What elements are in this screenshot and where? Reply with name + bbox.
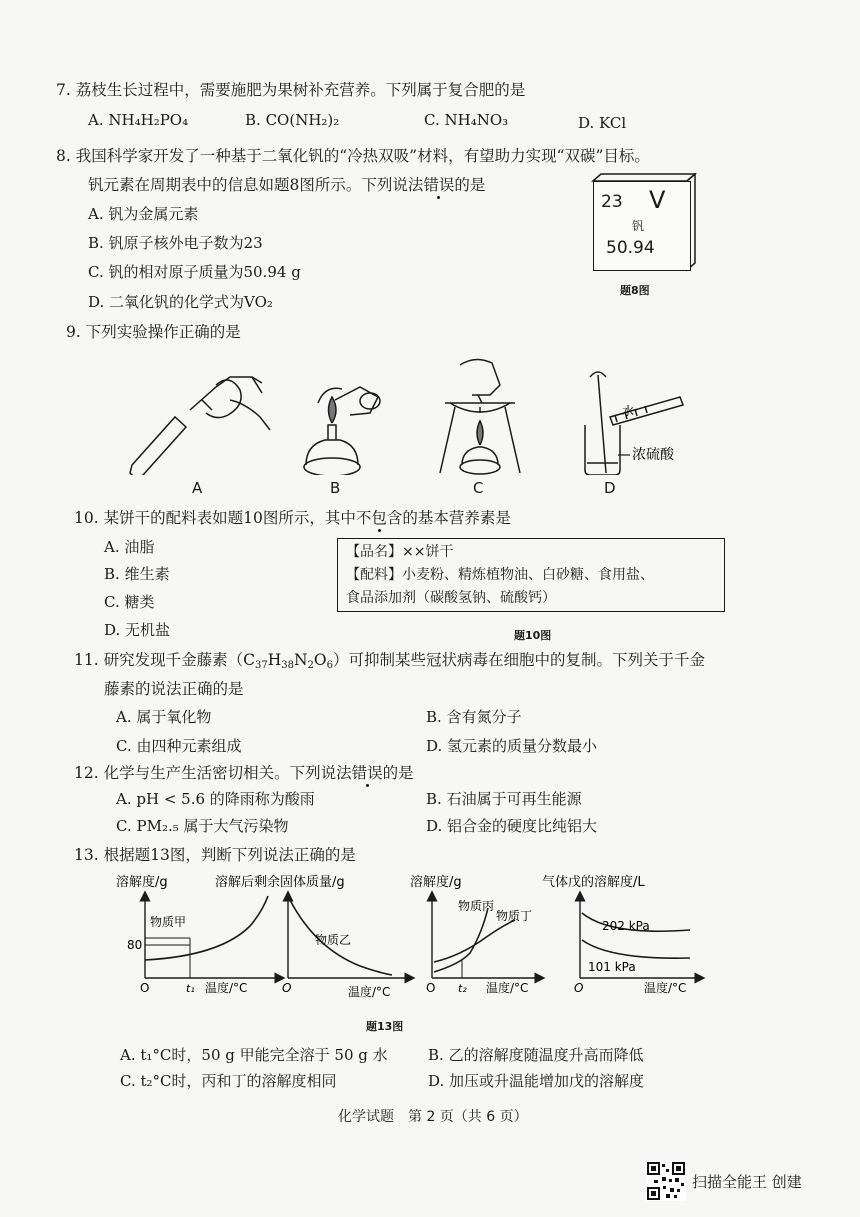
q11-option-c: C. 由四种元素组成	[116, 737, 242, 755]
atomic-number: 23	[601, 192, 623, 212]
q13-caption: 题13图	[366, 1020, 404, 1033]
emphasis-mark: 错误	[423, 176, 455, 194]
graph1-tick: 80	[127, 938, 143, 952]
graph1-xlabel: 温度/°C	[205, 981, 248, 995]
graph3-tmark: t₂	[458, 982, 467, 995]
q10-caption: 题10图	[514, 629, 552, 642]
graph3-origin: O	[426, 981, 436, 995]
element-card	[593, 181, 691, 271]
q13-option-a: A. t₁°C时，50 g 甲能完全溶于 50 g 水	[120, 1046, 388, 1064]
q8-option-a: A. 钒为金属元素	[88, 205, 199, 223]
acid-label: 浓硫酸	[632, 447, 674, 463]
label-ingredients-line2: 食品添加剂（碳酸氢钠、硫酸钙）	[346, 590, 556, 606]
q9-figure-b	[304, 387, 380, 475]
graph1-curve-label: 物质甲	[150, 915, 187, 929]
q8-stem: 8. 我国科学家开发了一种基于二氧化钒的“冷热双吸”材料，有望助力实现“双碳”目标。	[56, 147, 650, 165]
q11-stem: 11. 研究发现千金藤素$(C_{37}H_{38}N_2O_6)$可抑制某些冠状病毒在细胞中的复制。下列关于千金	[74, 651, 706, 671]
q9-stem: 9. 下列实验操作正确的是	[66, 323, 241, 341]
q13-option-c: C. t₂°C时，丙和丁的溶解度相同	[120, 1072, 337, 1090]
q11-stem-line2: 藤素的说法正确的是	[104, 680, 244, 698]
graph1-tmark: t₁	[186, 982, 195, 995]
label-product-name: 【品名】××饼干	[346, 544, 454, 560]
q9-figure-a	[130, 377, 270, 475]
q12-option-d: D. 铝合金的硬度比纯铝大	[426, 817, 598, 835]
q10-option-d: D. 无机盐	[104, 621, 171, 639]
watermark-text: 扫描全能王 创建	[692, 1173, 802, 1191]
q12-stem: 12. 化学与生产生活密切相关。下列说法错误的是	[74, 764, 414, 782]
q11-option-a: A. 属于氧化物	[116, 708, 212, 726]
q7-option-b: B. CO(NH₂)₂	[245, 111, 340, 129]
q13-option-b: B. 乙的溶解度随温度升高而降低	[428, 1046, 644, 1064]
graph3-xlabel: 温度/°C	[486, 981, 529, 995]
emphasis-mark: 不包含	[355, 509, 403, 527]
q7-option-c: C. NH₄NO₃	[424, 111, 509, 129]
graph4-origin: O	[574, 981, 584, 995]
graph2-xlabel: 温度/°C	[348, 985, 391, 999]
q9-figure-c	[440, 359, 520, 474]
q11-option-b: B. 含有氮分子	[426, 708, 522, 726]
graph4-low-label: 101 kPa	[588, 960, 636, 974]
graph4-xlabel: 温度/°C	[644, 981, 687, 995]
q8-stem-line2: 钒元素在周期表中的信息如题8图所示。下列说法错误的是	[88, 176, 486, 194]
q8-caption: 题8图	[620, 284, 650, 297]
ingredient-label-box	[337, 538, 725, 612]
q10-option-b: B. 维生素	[104, 565, 170, 583]
page-footer: 化学试题 第 2 页（共 6 页）	[338, 1109, 528, 1125]
q8-option-b: B. 钒原子核外电子数为23	[88, 234, 263, 252]
q9-label-c: C	[473, 479, 484, 497]
graph1-ylabel: 溶解度/g	[116, 875, 168, 890]
q10-option-c: C. 糖类	[104, 593, 155, 611]
water-label: 水	[622, 404, 635, 418]
q13-option-d: D. 加压或升温能增加戊的溶解度	[428, 1072, 645, 1090]
q11-option-d: D. 氢元素的质量分数最小	[426, 737, 598, 755]
q7-option-d: D. KCl	[578, 114, 627, 132]
graph1-origin: O	[140, 981, 150, 995]
emphasis-mark: 错误	[351, 764, 383, 782]
q10-option-a: A. 油脂	[104, 538, 155, 556]
q9-label-d: D	[604, 479, 616, 497]
graph4-high-label: 202 kPa	[602, 919, 650, 933]
q13-graphs	[110, 868, 730, 1008]
q7-option-a: A. NH₄H₂PO₄	[88, 111, 189, 129]
qr-code-icon	[646, 1161, 686, 1201]
q8-option-d: D. 二氧化钒的化学式为VO₂	[88, 293, 273, 311]
q12-option-c: C. PM₂.₅ 属于大气污染物	[116, 817, 289, 835]
q9-label-a: A	[192, 479, 203, 497]
graph3-curve1-label: 物质丙	[458, 899, 495, 913]
graph-1	[145, 896, 280, 978]
q8-option-c: C. 钒的相对原子质量为50.94 g	[88, 263, 301, 281]
q9-label-b: B	[330, 479, 341, 497]
graph3-ylabel: 溶解度/g	[410, 875, 462, 890]
graph4-ylabel: 气体戊的溶解度/L	[542, 875, 645, 890]
q7-stem: 7. 荔枝生长过程中，需要施肥为果树补充营养。下列属于复合肥的是	[56, 81, 526, 99]
label-ingredients-line1: 【配料】小麦粉、精炼植物油、白砂糖、食用盐、	[346, 567, 654, 583]
q9-illustrations	[120, 355, 700, 475]
graph2-ylabel: 溶解后剩余固体质量/g	[215, 875, 345, 890]
graph3-curve2-label: 物质丁	[496, 909, 533, 923]
atomic-mass: 50.94	[606, 238, 655, 258]
element-name: 钒	[632, 219, 645, 233]
graph2-curve-label: 物质乙	[315, 933, 352, 947]
q13-stem: 13. 根据题13图，判断下列说法正确的是	[74, 846, 356, 864]
q12-option-a: A. pH < 5.6 的降雨称为酸雨	[116, 790, 315, 808]
q12-option-b: B. 石油属于可再生能源	[426, 790, 582, 808]
element-symbol: V	[649, 186, 666, 214]
graph2-origin: O	[282, 981, 292, 995]
q10-stem: 10. 某饼干的配料表如题10图所示，其中不包含的基本营养素是	[74, 509, 511, 527]
